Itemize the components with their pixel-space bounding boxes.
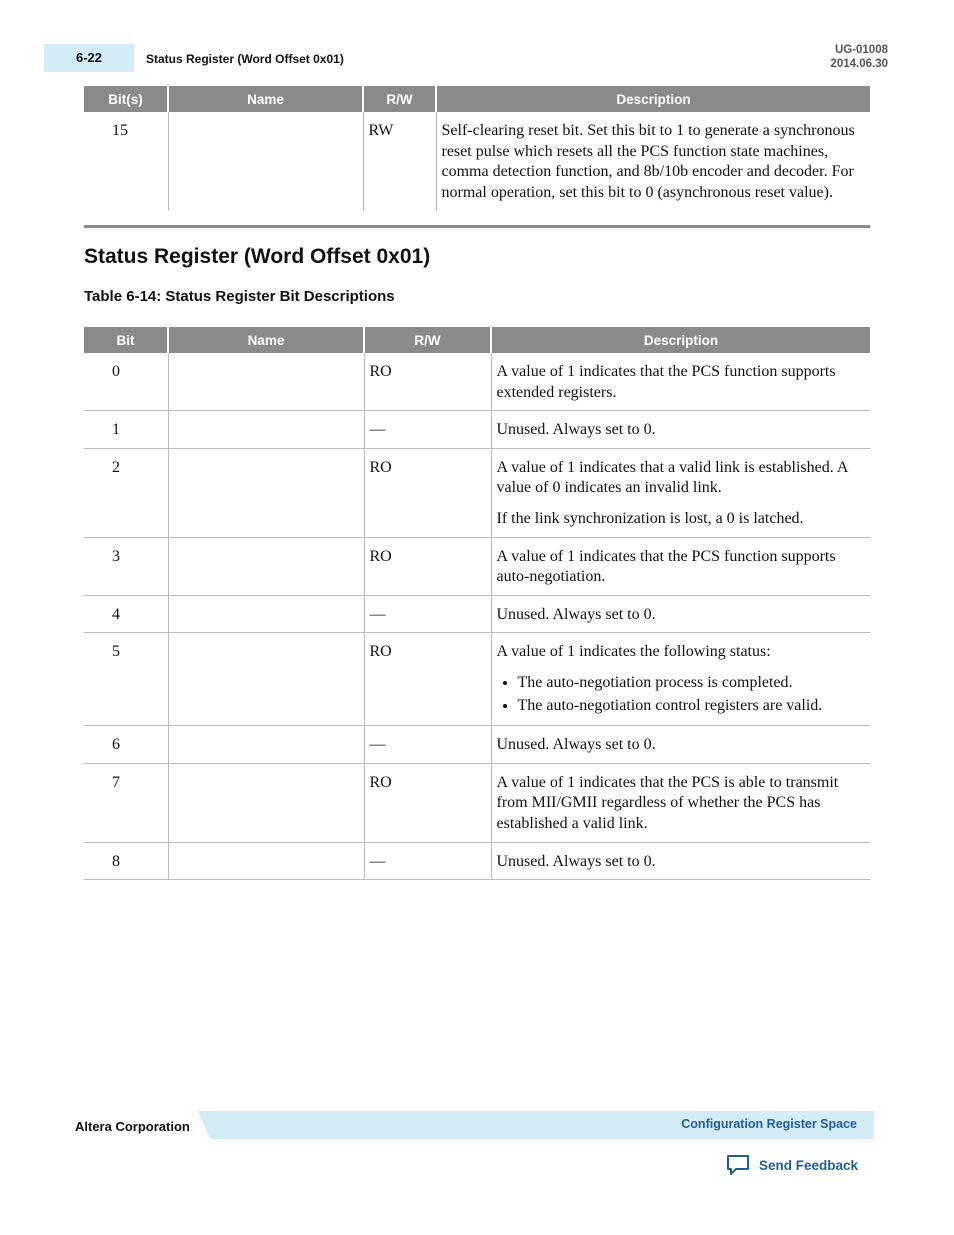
description-text: A value of 1 indicates that the PCS is able to transmit from MII/GMII regardless of whether the PCS has established a valid link. xyxy=(496,773,839,832)
description-cell xyxy=(491,726,870,764)
table-caption: Table 6-14: Status Register Bit Descriptions xyxy=(84,288,395,305)
table-header-row xyxy=(84,327,870,353)
table-end-rule xyxy=(84,225,870,228)
description-cell xyxy=(491,763,870,842)
table-row xyxy=(84,726,870,764)
description-text: Unused. Always set to 0. xyxy=(496,605,656,623)
list-item: • The auto-negotiation control registers are valid. xyxy=(518,696,866,717)
name-cell xyxy=(168,411,364,449)
document-date: 2014.06.30 xyxy=(830,58,888,70)
document-id: UG-01008 xyxy=(834,44,888,56)
description-cell xyxy=(491,842,870,880)
description-cell xyxy=(491,353,870,411)
document-id-block xyxy=(830,43,888,71)
rw-cell: — xyxy=(364,411,491,449)
name-cell xyxy=(168,842,364,880)
table-row xyxy=(84,633,870,726)
bit-cell: 3 xyxy=(84,537,168,595)
description-text: Unused. Always set to 0. xyxy=(496,421,656,439)
bit-cell: 0 xyxy=(84,353,168,411)
column-header-rw: R/W xyxy=(363,86,436,112)
name-cell xyxy=(168,633,364,726)
table-row xyxy=(84,112,870,211)
status-bullet-list xyxy=(497,673,866,716)
description-cell: Self-clearing reset bit. Set this bit to 1 to generate a synchronous reset pulse which resets all the PCS function state machines, comma detection function, and 8b/10b encoder and decoder. For normal operation, set this bit to 0 (asynchronous reset value). xyxy=(436,112,870,211)
company-name: Altera Corporation xyxy=(75,1119,190,1134)
bit-cell: 2 xyxy=(84,448,168,537)
rw-cell: RO xyxy=(364,537,491,595)
description-text: Unused. Always set to 0. xyxy=(496,736,656,754)
bit-cell: 1 xyxy=(84,411,168,449)
rw-cell: RO xyxy=(364,448,491,537)
column-header-name: Name xyxy=(168,86,363,112)
description-text: Unused. Always set to 0. xyxy=(496,852,656,870)
table-row xyxy=(84,842,870,880)
column-header-bits: Bit(s) xyxy=(84,86,168,112)
description-cell xyxy=(491,411,870,449)
name-cell xyxy=(168,763,364,842)
bit-cell: 7 xyxy=(84,763,168,842)
table-row xyxy=(84,763,870,842)
table-row xyxy=(84,411,870,449)
rw-cell: RO xyxy=(364,763,491,842)
section-heading: Status Register (Word Offset 0x01) xyxy=(84,245,431,268)
rw-cell: — xyxy=(364,726,491,764)
table-row xyxy=(84,353,870,411)
column-header-description: Description xyxy=(436,86,870,112)
bit-cell: 6 xyxy=(84,726,168,764)
rw-cell: RO xyxy=(364,633,491,726)
description-text: A value of 1 indicates the following status: xyxy=(496,643,771,661)
description-text: A value of 1 indicates that a valid link is established. A value of 0 indicates an invalid link. xyxy=(496,458,848,497)
rw-cell: — xyxy=(364,595,491,633)
column-header-name: Name xyxy=(168,327,364,353)
rw-cell: RO xyxy=(364,353,491,411)
bit-cell: 8 xyxy=(84,842,168,880)
description-text: A value of 1 indicates that the PCS function supports extended registers. xyxy=(496,363,836,401)
name-cell xyxy=(168,595,364,633)
list-item: • The auto-negotiation process is completed. xyxy=(518,673,866,694)
column-header-bit: Bit xyxy=(84,327,168,353)
table-row xyxy=(84,448,870,537)
table-row xyxy=(84,595,870,633)
name-cell xyxy=(168,726,364,764)
description-note: If the link synchronization is lost, a 0 is latched. xyxy=(496,509,804,527)
table-row xyxy=(84,537,870,595)
bit-cell: 4 xyxy=(84,595,168,633)
send-feedback-link[interactable] xyxy=(726,1154,858,1176)
page-number: 6-22 xyxy=(76,50,103,65)
name-cell xyxy=(168,448,364,537)
column-header-rw: R/W xyxy=(364,327,491,353)
column-header-description: Description xyxy=(491,327,870,353)
description-text: A value of 1 indicates that the PCS function supports auto-negotiation. xyxy=(496,547,836,586)
description-cell xyxy=(491,633,870,726)
table-header-row xyxy=(84,86,870,112)
description-cell xyxy=(491,537,870,595)
name-cell xyxy=(168,112,363,211)
description-cell xyxy=(491,595,870,633)
send-feedback-label: Send Feedback xyxy=(759,1157,859,1173)
rw-cell: RW xyxy=(363,112,436,211)
bit-cell: 5 xyxy=(84,633,168,726)
rw-cell: — xyxy=(364,842,491,880)
name-cell xyxy=(168,353,364,411)
speech-bubble-icon xyxy=(726,1154,750,1176)
description-cell xyxy=(491,448,870,537)
section-link[interactable]: Configuration Register Space xyxy=(681,1117,857,1131)
name-cell xyxy=(168,537,364,595)
continued-register-table xyxy=(84,86,870,211)
bit-cell: 15 xyxy=(112,122,128,139)
status-register-table xyxy=(84,327,870,880)
running-header-title: Status Register (Word Offset 0x01) xyxy=(146,52,344,66)
